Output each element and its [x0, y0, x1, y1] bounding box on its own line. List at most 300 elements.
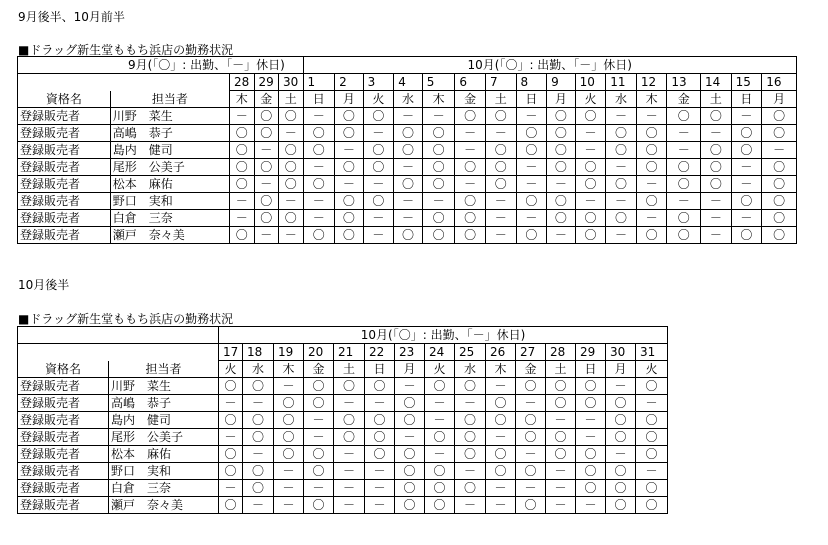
attendance-cell: － — [576, 497, 606, 514]
attendance-cell: 〇 — [425, 429, 455, 446]
weekday: 水 — [455, 361, 486, 378]
day-number: 15 — [731, 74, 762, 91]
attendance-cell: 〇 — [547, 125, 576, 142]
attendance-cell: 〇 — [365, 446, 395, 463]
day-number: 13 — [667, 74, 701, 91]
attendance-cell: － — [219, 480, 243, 497]
weekday: 金 — [304, 361, 334, 378]
attendance-cell: 〇 — [395, 497, 425, 514]
table-row — [18, 446, 668, 463]
qualification-cell: 登録販売者 — [18, 480, 109, 497]
attendance-cell: 〇 — [303, 125, 335, 142]
attendance-cell: － — [731, 210, 762, 227]
attendance-cell: 〇 — [422, 176, 455, 193]
attendance-cell: 〇 — [636, 429, 668, 446]
attendance-cell: － — [606, 108, 637, 125]
attendance-cell: 〇 — [304, 395, 334, 412]
attendance-cell: 〇 — [303, 176, 335, 193]
attendance-cell: 〇 — [667, 227, 701, 244]
attendance-cell: 〇 — [335, 193, 364, 210]
attendance-cell: － — [606, 159, 637, 176]
attendance-cell: 〇 — [762, 125, 797, 142]
header-blank — [18, 57, 111, 74]
attendance-cell: 〇 — [334, 378, 365, 395]
attendance-cell: 〇 — [606, 125, 637, 142]
day-number: 17 — [219, 344, 243, 361]
attendance-cell: － — [274, 480, 304, 497]
attendance-cell: 〇 — [606, 210, 637, 227]
weekday: 月 — [762, 91, 797, 108]
attendance-cell: － — [254, 227, 278, 244]
day-number: 9 — [547, 74, 576, 91]
day-number: 27 — [516, 344, 546, 361]
attendance-cell: 〇 — [455, 378, 486, 395]
column-header-qualification: 資格名 — [18, 361, 109, 378]
attendance-cell: 〇 — [304, 446, 334, 463]
attendance-cell: 〇 — [219, 412, 243, 429]
attendance-cell: － — [254, 176, 278, 193]
staff-name-cell: 白倉 三奈 — [109, 480, 219, 497]
attendance-cell: 〇 — [335, 210, 364, 227]
attendance-cell: － — [278, 227, 303, 244]
attendance-cell: － — [516, 176, 547, 193]
table-row — [18, 480, 668, 497]
attendance-cell: － — [546, 497, 576, 514]
attendance-cell: 〇 — [274, 395, 304, 412]
attendance-cell: 〇 — [243, 463, 274, 480]
attendance-cell: 〇 — [576, 463, 606, 480]
weekday: 水 — [243, 361, 274, 378]
attendance-cell: 〇 — [606, 480, 636, 497]
qualification-cell: 登録販売者 — [18, 378, 109, 395]
attendance-cell: 〇 — [230, 176, 254, 193]
attendance-cell: 〇 — [455, 108, 486, 125]
qualification-cell: 登録販売者 — [18, 142, 111, 159]
day-number: 1 — [303, 74, 335, 91]
day-number: 30 — [606, 344, 636, 361]
column-header-staff: 担当者 — [109, 361, 219, 378]
qualification-cell: 登録販売者 — [18, 395, 109, 412]
attendance-cell: － — [304, 429, 334, 446]
attendance-cell: 〇 — [547, 210, 576, 227]
attendance-cell: － — [278, 125, 303, 142]
day-number: 29 — [576, 344, 606, 361]
attendance-cell: 〇 — [516, 463, 546, 480]
staff-name-cell: 川野 菜生 — [109, 378, 219, 395]
attendance-cell: 〇 — [274, 429, 304, 446]
attendance-cell: － — [303, 108, 335, 125]
weekday: 月 — [606, 361, 636, 378]
day-number: 29 — [254, 74, 278, 91]
attendance-cell: － — [394, 108, 423, 125]
attendance-cell: 〇 — [304, 463, 334, 480]
weekday: 木 — [230, 91, 254, 108]
attendance-cell: 〇 — [606, 497, 636, 514]
weekday: 日 — [731, 91, 762, 108]
weekday: 火 — [425, 361, 455, 378]
attendance-cell: － — [365, 395, 395, 412]
staff-name-cell: 島内 健司 — [109, 412, 219, 429]
attendance-cell: － — [243, 395, 274, 412]
weekday: 金 — [455, 91, 486, 108]
day-number: 19 — [274, 344, 304, 361]
attendance-cell: 〇 — [395, 395, 425, 412]
attendance-cell: 〇 — [547, 108, 576, 125]
attendance-cell: 〇 — [278, 210, 303, 227]
attendance-cell: － — [547, 227, 576, 244]
attendance-cell: － — [486, 480, 516, 497]
attendance-cell: － — [455, 395, 486, 412]
day-number: 23 — [395, 344, 425, 361]
attendance-cell: － — [636, 176, 667, 193]
attendance-cell: 〇 — [254, 125, 278, 142]
day-number: 5 — [422, 74, 455, 91]
attendance-cell: － — [278, 193, 303, 210]
day-number: 3 — [363, 74, 394, 91]
staff-name-cell: 野口 実和 — [110, 193, 229, 210]
attendance-cell: － — [274, 378, 304, 395]
attendance-cell: － — [425, 412, 455, 429]
attendance-cell: － — [486, 378, 516, 395]
attendance-cell: 〇 — [334, 412, 365, 429]
attendance-cell: 〇 — [486, 463, 516, 480]
table-row — [18, 395, 668, 412]
attendance-cell: － — [334, 463, 365, 480]
attendance-cell: － — [576, 429, 606, 446]
staff-name-cell: 島内 健司 — [110, 142, 229, 159]
attendance-cell: － — [219, 395, 243, 412]
attendance-cell: 〇 — [516, 378, 546, 395]
weekday: 金 — [254, 91, 278, 108]
attendance-cell: － — [455, 125, 486, 142]
day-number: 28 — [230, 74, 254, 91]
weekday: 土 — [278, 91, 303, 108]
attendance-cell: 〇 — [254, 210, 278, 227]
day-number: 12 — [636, 74, 667, 91]
weekday: 水 — [606, 91, 637, 108]
day-number: 4 — [394, 74, 423, 91]
attendance-cell: － — [422, 193, 455, 210]
attendance-cell: － — [485, 227, 516, 244]
day-number: 2 — [335, 74, 364, 91]
attendance-cell: 〇 — [363, 159, 394, 176]
attendance-cell: 〇 — [516, 193, 547, 210]
table-row — [18, 142, 797, 159]
attendance-cell: 〇 — [425, 497, 455, 514]
attendance-cell: 〇 — [485, 108, 516, 125]
qualification-cell: 登録販売者 — [18, 446, 109, 463]
qualification-cell: 登録販売者 — [18, 193, 111, 210]
attendance-cell: 〇 — [575, 108, 606, 125]
staff-name-cell: 尾形 公美子 — [110, 159, 229, 176]
attendance-cell: 〇 — [636, 193, 667, 210]
weekday: 月 — [395, 361, 425, 378]
table-row — [18, 412, 668, 429]
attendance-cell: 〇 — [636, 446, 668, 463]
attendance-cell: － — [274, 497, 304, 514]
attendance-cell: 〇 — [667, 210, 701, 227]
attendance-cell: 〇 — [731, 125, 762, 142]
day-number: 18 — [243, 344, 274, 361]
weekday: 土 — [334, 361, 365, 378]
attendance-cell: 〇 — [422, 125, 455, 142]
header-blank — [110, 74, 229, 91]
day-number: 31 — [636, 344, 668, 361]
attendance-cell: － — [486, 429, 516, 446]
attendance-cell: 〇 — [701, 159, 732, 176]
attendance-cell: － — [546, 480, 576, 497]
attendance-cell: － — [365, 463, 395, 480]
attendance-cell: － — [455, 497, 486, 514]
attendance-cell: 〇 — [394, 176, 423, 193]
attendance-cell: 〇 — [762, 108, 797, 125]
qualification-cell: 登録販売者 — [18, 497, 109, 514]
staff-name-cell: 高嶋 恭子 — [109, 395, 219, 412]
day-number: 28 — [546, 344, 576, 361]
staff-name-cell: 瀬戸 奈々美 — [110, 227, 229, 244]
weekday: 日 — [516, 91, 547, 108]
attendance-cell: 〇 — [516, 125, 547, 142]
staff-name-cell: 白倉 三奈 — [110, 210, 229, 227]
attendance-cell: 〇 — [731, 142, 762, 159]
attendance-cell: 〇 — [395, 412, 425, 429]
attendance-cell: － — [547, 176, 576, 193]
attendance-cell: 〇 — [455, 227, 486, 244]
staff-name-cell: 高嶋 恭子 — [110, 125, 229, 142]
attendance-cell: 〇 — [667, 176, 701, 193]
header-blank — [18, 74, 111, 91]
attendance-cell: － — [243, 497, 274, 514]
attendance-cell: － — [516, 210, 547, 227]
day-number: 26 — [486, 344, 516, 361]
day-number: 7 — [485, 74, 516, 91]
attendance-cell: － — [731, 159, 762, 176]
attendance-cell: 〇 — [701, 142, 732, 159]
qualification-cell: 登録販売者 — [18, 159, 111, 176]
attendance-cell: 〇 — [365, 429, 395, 446]
attendance-cell: 〇 — [363, 108, 394, 125]
attendance-cell: 〇 — [230, 159, 254, 176]
attendance-cell: － — [516, 480, 546, 497]
group-header-september: 9月(「〇」: 出勤、「－」休日) — [110, 57, 303, 74]
attendance-cell: 〇 — [546, 395, 576, 412]
attendance-cell: 〇 — [547, 193, 576, 210]
attendance-cell: 〇 — [219, 497, 243, 514]
section-heading-2: 10月後半 — [18, 278, 70, 292]
weekday: 木 — [636, 91, 667, 108]
attendance-cell: 〇 — [762, 210, 797, 227]
table-row — [18, 429, 668, 446]
attendance-cell: 〇 — [422, 142, 455, 159]
attendance-cell: － — [219, 429, 243, 446]
attendance-cell: 〇 — [636, 159, 667, 176]
attendance-cell: 〇 — [455, 193, 486, 210]
schedule-table-2 — [17, 326, 668, 514]
attendance-cell: － — [365, 480, 395, 497]
attendance-cell: 〇 — [303, 227, 335, 244]
weekday: 火 — [363, 91, 394, 108]
attendance-cell: － — [667, 193, 701, 210]
attendance-cell: － — [701, 125, 732, 142]
weekday: 火 — [575, 91, 606, 108]
attendance-cell: 〇 — [486, 446, 516, 463]
attendance-cell: 〇 — [516, 497, 546, 514]
qualification-cell: 登録販売者 — [18, 463, 109, 480]
attendance-cell: 〇 — [243, 412, 274, 429]
table-row — [18, 108, 797, 125]
attendance-cell: － — [516, 108, 547, 125]
attendance-cell: 〇 — [335, 125, 364, 142]
attendance-cell: － — [395, 378, 425, 395]
attendance-cell: 〇 — [606, 395, 636, 412]
attendance-cell: － — [335, 176, 364, 193]
attendance-cell: － — [394, 159, 423, 176]
table-1-caption: ■ドラッグ新生堂ももち浜店の勤務状況 — [18, 43, 234, 57]
attendance-cell: 〇 — [278, 176, 303, 193]
attendance-cell: 〇 — [303, 142, 335, 159]
attendance-cell: 〇 — [762, 193, 797, 210]
table-row — [18, 378, 668, 395]
attendance-cell: － — [701, 210, 732, 227]
attendance-cell: 〇 — [485, 159, 516, 176]
attendance-cell: 〇 — [455, 412, 486, 429]
attendance-cell: 〇 — [576, 378, 606, 395]
table-row — [18, 463, 668, 480]
attendance-cell: － — [363, 176, 394, 193]
attendance-cell: － — [425, 395, 455, 412]
attendance-cell: － — [425, 446, 455, 463]
attendance-cell: － — [701, 193, 732, 210]
attendance-cell: － — [606, 378, 636, 395]
attendance-cell: － — [303, 193, 335, 210]
attendance-cell: 〇 — [335, 227, 364, 244]
attendance-cell: 〇 — [455, 159, 486, 176]
table-row — [18, 193, 797, 210]
attendance-cell: 〇 — [606, 176, 637, 193]
attendance-cell: 〇 — [667, 108, 701, 125]
attendance-cell: 〇 — [606, 142, 637, 159]
attendance-cell: － — [575, 142, 606, 159]
attendance-cell: － — [667, 125, 701, 142]
group-header-october: 10月(「〇」: 出勤、「－」休日) — [219, 327, 668, 344]
qualification-cell: 登録販売者 — [18, 125, 111, 142]
weekday: 木 — [422, 91, 455, 108]
attendance-cell: － — [546, 412, 576, 429]
attendance-cell: 〇 — [701, 108, 732, 125]
attendance-cell: － — [546, 463, 576, 480]
attendance-cell: 〇 — [516, 429, 546, 446]
attendance-cell: － — [230, 210, 254, 227]
attendance-cell: － — [731, 176, 762, 193]
attendance-cell: － — [363, 210, 394, 227]
attendance-cell: － — [455, 176, 486, 193]
weekday: 土 — [485, 91, 516, 108]
attendance-cell: － — [395, 429, 425, 446]
day-number: 11 — [606, 74, 637, 91]
attendance-cell: － — [230, 108, 254, 125]
attendance-cell: － — [334, 480, 365, 497]
attendance-cell: 〇 — [334, 429, 365, 446]
attendance-cell: 〇 — [485, 176, 516, 193]
qualification-cell: 登録販売者 — [18, 429, 109, 446]
weekday: 月 — [547, 91, 576, 108]
header-blank — [18, 344, 109, 361]
table-row — [18, 497, 668, 514]
weekday: 月 — [335, 91, 364, 108]
attendance-cell: 〇 — [278, 108, 303, 125]
weekday: 土 — [546, 361, 576, 378]
attendance-cell: 〇 — [422, 227, 455, 244]
attendance-cell: － — [636, 210, 667, 227]
attendance-cell: 〇 — [576, 480, 606, 497]
attendance-cell: 〇 — [636, 142, 667, 159]
staff-name-cell: 松本 麻佑 — [109, 446, 219, 463]
weekday: 日 — [576, 361, 606, 378]
attendance-cell: － — [274, 463, 304, 480]
attendance-cell: 〇 — [304, 497, 334, 514]
attendance-cell: 〇 — [636, 227, 667, 244]
attendance-cell: 〇 — [274, 412, 304, 429]
attendance-cell: 〇 — [394, 125, 423, 142]
attendance-cell: 〇 — [575, 176, 606, 193]
day-number: 16 — [762, 74, 797, 91]
attendance-cell: － — [254, 142, 278, 159]
attendance-cell: 〇 — [335, 108, 364, 125]
attendance-cell: － — [731, 108, 762, 125]
attendance-cell: － — [243, 446, 274, 463]
attendance-cell: 〇 — [547, 142, 576, 159]
attendance-cell: 〇 — [274, 446, 304, 463]
weekday: 土 — [701, 91, 732, 108]
attendance-cell: 〇 — [230, 227, 254, 244]
table-row — [18, 227, 797, 244]
attendance-cell: 〇 — [547, 159, 576, 176]
attendance-cell: 〇 — [243, 378, 274, 395]
attendance-cell: 〇 — [546, 429, 576, 446]
attendance-cell: － — [606, 227, 637, 244]
attendance-cell: 〇 — [455, 210, 486, 227]
attendance-cell: 〇 — [636, 378, 668, 395]
attendance-cell: 〇 — [219, 463, 243, 480]
attendance-cell: － — [455, 463, 486, 480]
attendance-cell: 〇 — [576, 395, 606, 412]
attendance-cell: 〇 — [485, 142, 516, 159]
attendance-cell: 〇 — [575, 227, 606, 244]
attendance-cell: 〇 — [636, 412, 668, 429]
attendance-cell: 〇 — [230, 142, 254, 159]
attendance-cell: 〇 — [486, 412, 516, 429]
attendance-cell: － — [334, 497, 365, 514]
attendance-cell: － — [636, 463, 668, 480]
weekday: 火 — [636, 361, 668, 378]
table-row — [18, 159, 797, 176]
attendance-cell: 〇 — [636, 480, 668, 497]
attendance-cell: － — [606, 193, 637, 210]
attendance-cell: － — [334, 446, 365, 463]
attendance-cell: － — [575, 193, 606, 210]
attendance-cell: 〇 — [363, 193, 394, 210]
day-number: 10 — [575, 74, 606, 91]
attendance-cell: 〇 — [394, 142, 423, 159]
attendance-cell: 〇 — [455, 446, 486, 463]
attendance-cell: － — [303, 159, 335, 176]
table-2-caption: ■ドラッグ新生堂ももち浜店の勤務状況 — [18, 312, 234, 326]
attendance-cell: 〇 — [254, 108, 278, 125]
attendance-cell: － — [394, 193, 423, 210]
qualification-cell: 登録販売者 — [18, 108, 111, 125]
attendance-cell: － — [363, 125, 394, 142]
attendance-cell: － — [304, 480, 334, 497]
